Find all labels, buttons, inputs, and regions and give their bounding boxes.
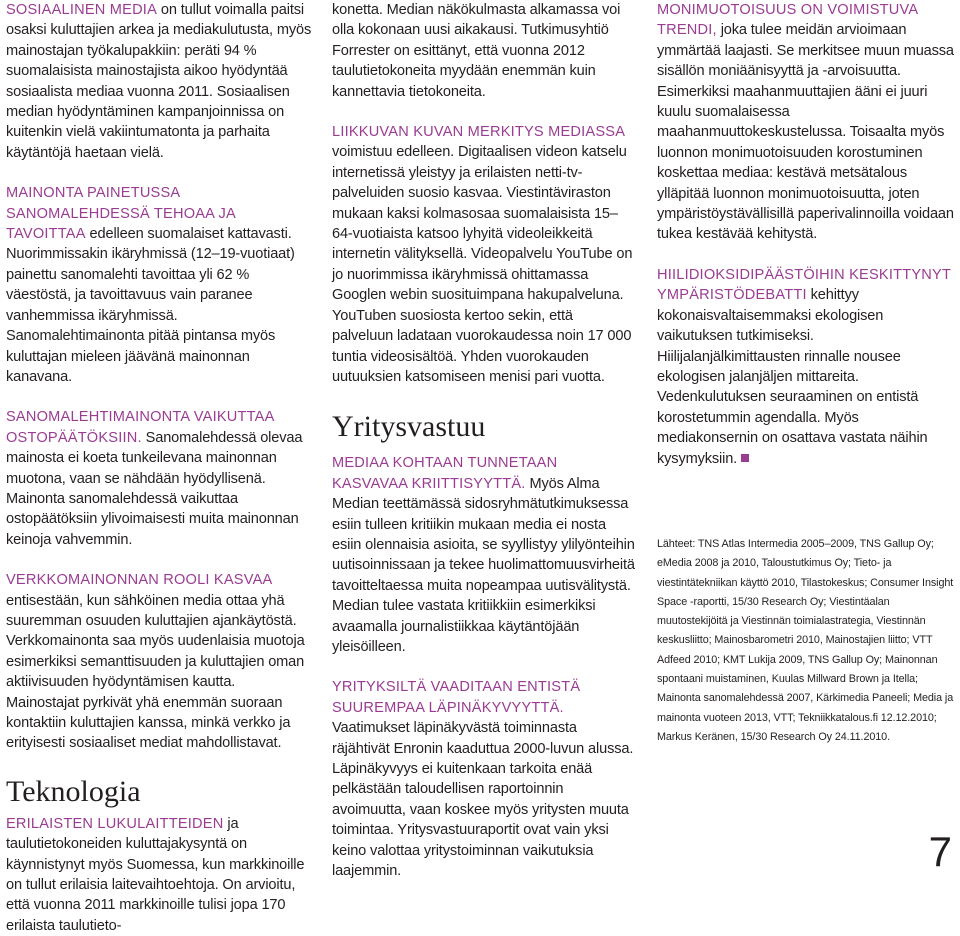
paragraph-text: Myös Alma Median teettämässä sidosryhmätutkimuksessa esiin tulleen kritiikin mukaan media ei nosta esiin olennaisia asioita, se syyllistyy ylilyönteihin uutisoinnissaan ja tekee huolimattomuusvirheitä tavoitteltaessa muita nopeampaa uutisvälitystä. Median tulee vastata kritiikkiin esimerkiksi avaamalla journalistiikkaa käytäntöjään yleisöilleen. (332, 475, 635, 655)
paragraph-lead: ERILAISTEN LUKULAITTEIDEN (6, 815, 224, 832)
end-of-article-square-icon (741, 454, 749, 462)
paragraph (6, 0, 312, 163)
text-column-2 (332, 0, 635, 881)
paragraph (657, 0, 960, 245)
paragraph-text: voimistuu edelleen. Digitaalisen videon katselu internetissä yleistyy ja erilaisten netti-tv-palveluiden suosio kasvaa. Viestintäviraston mukaan kaksi kolmasosaa suomalaisista 15–64-vuotiaista katsoo lyhyitä videoleikkeitä internetin välityksellä. Videopalvelu YouTube on jo nuorimmissa ikäryhmissä ohittamassa Googlen webin suosituimpana hakupalveluna. YouTuben suosiosta kertoo sekin, että palveluun ladataan vuorokaudessa noin 17 000 tuntia videosisältöä. Yhden vuorokauden uutuuksien katsomiseen menisi pari vuotta. (332, 144, 633, 385)
paragraph (332, 453, 635, 657)
paragraph (657, 265, 960, 469)
paragraph-text: entisestään, kun sähköinen media ottaa yhä suuremman osuuden kuluttajien ajankäytöstä. Verkkomainonta saa myös uudenlaisia muotoja esimerkiksi semanttisuuden ja kuluttajien oman aktiivisuuden hyödyntämisen kautta. Mainostajat pyrkivät yhä enemmän suoraan kontaktiin kuluttajien kanssa, minkä verkko ja erityisesti sosiaaliset mediat mahdollistavat. (6, 592, 305, 752)
paragraph-lead: MEDIAA KOHTAAN TUNNETAAN KASVAVAA KRIITTISYYTTÄ. (332, 455, 558, 492)
paragraph (332, 677, 635, 881)
paragraph-lead: SANOMALEHTIMAINONTA VAIKUTTAA OSTOPÄÄTÖKSIIN. (6, 409, 274, 446)
paragraph-lead: MONIMUOTOISUUS ON VOIMISTUVA TRENDI, (657, 2, 918, 39)
paragraph-text: Vaatimukset läpinäkyvästä toiminnasta räjähtivät Enronin kaaduttua 2000-luvun alussa. Läpinäkyvyys ei kuitenkaan tarkoita enää pelkästään taloudellisen raportoinnin avoimuutta, vaan koskee myös yritysten muuta toimintaa. Yritysvastuuraportit ovat vain yksi keino valottaa yritystoiminnan vaikutuksia laajemmin. (332, 720, 634, 880)
paragraph-text: Sanomalehdessä olevaa mainosta ei koeta tunkeilevana mainonnan muotona, vaan se nähdään hyödyllisenä. Mainonta sanomalehdessä vaikuttaa ostopäätöksiin ylivoimaisesti muita mainonnan keinoja vahvemmin. (6, 429, 303, 548)
text-column-3 (657, 0, 960, 747)
paragraph-lead: MAINONTA PAINETUSSA SANOMALEHDESSÄ TEHOAA JA TAVOITTAA (6, 185, 236, 243)
paragraph-text: ja taulutietokoneiden kuluttajakysyntä on käynnistynyt myös Suomessa, kun markkinoille on tullut erilaisia laitevaihtoehtoja. On arvioitu, että vuonna 2011 markkinoille tulisi jopa 170 erilaista taulutieto- (6, 815, 305, 934)
paragraph-lead: VERKKOMAINONNAN ROOLI KASVAA (6, 572, 273, 589)
sources-list: Lähteet: TNS Atlas Intermedia 2005–2009, TNS Gallup Oy; eMedia 2008 ja 2010, Taloustutkimus Oy; Tieto- ja viestintätekniikan käyttö 2010, Tilastokeskus; Consumer Insight Space -raportti, 15/30 Research Oy; Viestintäalan muutostekijöitä ja Viestinnän toimialastrategia, Viestinnän keskusliitto; Mainosbarometri 2010, Mainostajien liitto; VTT Adfeed 2010; KMT Lukija 2009, TNS Gallup Oy; Mainonnan spontaani muistaminen, Kuulas Millward Brown ja Itella; Mainonta sanomalehdessä 2007, Kärkimedia Paneeli; Media ja mainonta vuoteen 2013, VTT; Tekniikkatalous.fi 12.12.2010; Markus Keränen, 15/30 Research Oy 24.11.2010. (657, 537, 954, 743)
paragraph (6, 814, 312, 936)
paragraph-lead: LIIKKUVAN KUVAN MERKITYS MEDIASSA (332, 124, 626, 141)
paragraph-text: on tullut voimalla paitsi osaksi kuluttajien arkea ja mediakulutusta, myös mainostajan työkalupakkiin: peräti 94 % suomalaisista mainostajista aikoo hyödyntää sosiaalista mediaa vuonna 2011. Sosiaalisen median hyödyntäminen kampanjoinnissa on kuitenkin vielä vakiintumatonta ja parhaita käytäntöjä haetaan vielä. (6, 2, 312, 161)
paragraph-lead: YRITYKSILTÄ VAADITAAN ENTISTÄ SUUREMPAA LÄPINÄKYVYYTTÄ. (332, 679, 581, 716)
section-heading-teknologia: Teknologia (6, 774, 141, 808)
paragraph (332, 0, 635, 102)
section-heading-yritysvastuu: Yritysvastuu (332, 410, 486, 444)
paragraph-lead: SOSIAALINEN MEDIA (6, 2, 157, 18)
page-number: 7 (928, 828, 952, 875)
paragraph-text: edelleen suomalaiset kattavasti. Nuorimmissakin ikäryhmissä (12–19-vuotiaat) painettu sanomalehti tavoittaa yli 62 % väestöstä, ja tavoittavuus vain paranee vanhemmissa ikäryhmissä. Sanomalehtimainonta pitää pintansa myös kuluttajan mieleen jäävänä mainonnan kanavana. (6, 226, 295, 385)
paragraph-text: konetta. Median näkökulmasta alkamassa voi olla kokonaan uusi aikakausi. Tutkimusyhtiö Forrester on esittänyt, että vuonna 2012 taulutietokoneita myydään enemmän kuin kannettavia tietokoneita. (332, 2, 621, 100)
paragraph (6, 183, 312, 387)
paragraph-lead: HIILIDIOKSIDIPÄÄSTÖIHIN KESKITTYNYT YMPÄRISTÖDEBATTI (657, 266, 951, 304)
text-column-1 (6, 0, 312, 936)
paragraph-text: kehittyy kokonaisvaltaisemmaksi ekologisen vaikutuksen tutkimiseksi. Hiilijalanjälkimittausten rinnalle nousee ekologisen jalanjäljen mittareita. Vedenkulutuksen seuraaminen on entistä korostetummin agendalla. Myös mediakonsernin on osattava vastata näihin kysymyksiin. (657, 287, 928, 467)
paragraph (6, 407, 312, 550)
paragraph (6, 570, 312, 754)
paragraph (332, 122, 635, 387)
paragraph-text: joka tulee meidän arvioimaan ymmärtää laajasti. Se merkitsee muun muassa sisällön moniäänisyyttä ja -arvoisuutta. Esimerkiksi maahanmuuttajien ääni ei juuri kuulu suomalaisessa maahanmuuttokeskustelussa. Toisaalta myös luonnon monimuotoisuuden korostuminen koskettaa mediaa: kestävä metsätalous ylläpitää luonnon monimuotoisuutta, joten ympäristöystävällisillä paperivalinnoilla voidaan tukea kestävää kehitystä. (657, 22, 954, 243)
